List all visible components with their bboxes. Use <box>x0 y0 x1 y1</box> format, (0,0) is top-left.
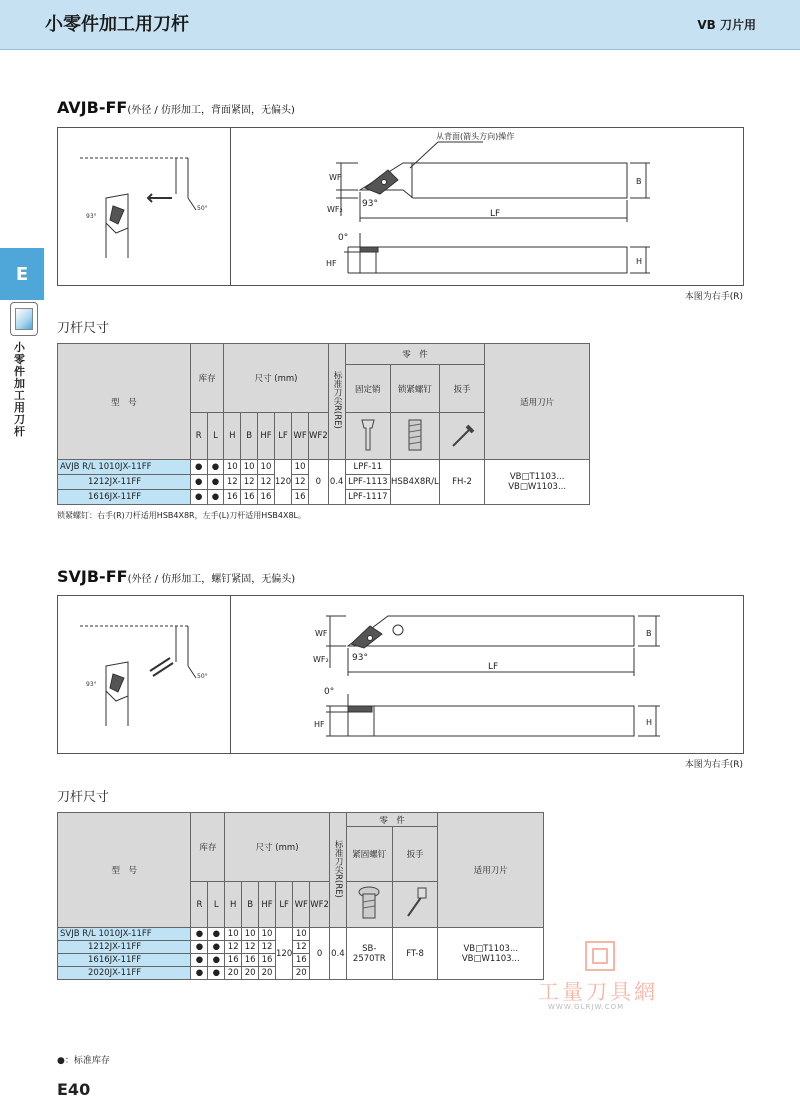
table-row <box>58 460 590 475</box>
table-header-cell: WF <box>293 882 310 928</box>
lf-label: LF <box>488 662 499 672</box>
table-cell: 16 <box>259 954 276 967</box>
wf2-label: WF₂ <box>313 655 329 664</box>
table-cell: 10 <box>258 460 275 475</box>
small-angle-label: 93° <box>86 213 97 220</box>
model-header: 型 号 <box>58 344 191 460</box>
table-header-cell: WF2 <box>310 882 330 928</box>
wf-label: WF <box>329 173 342 182</box>
section1-table-title: 刀杆尺寸 <box>57 321 110 336</box>
table-cell: 12 <box>241 475 258 490</box>
table-cell: ● <box>207 490 224 505</box>
parts-header: 零 件 <box>345 344 485 365</box>
table-cell: 12 <box>225 941 242 954</box>
table-cell: ● <box>190 475 207 490</box>
table-cell: 1616JX-11FF <box>58 490 191 505</box>
table-cell: LPF-11 <box>345 460 390 475</box>
section2-name: SVJB-FF <box>57 567 128 586</box>
section1-caption: 本图为右手(R) <box>684 292 743 302</box>
table-cell: 0 <box>309 460 329 505</box>
table-cell: 10 <box>259 928 276 941</box>
table-cell: VB□T1103... VB□W1103... <box>438 928 544 980</box>
table-cell: 10 <box>292 460 309 475</box>
table-cell: 20 <box>242 967 259 980</box>
stock-legend: ●：标准库存 <box>57 1056 110 1066</box>
dims-header: 尺寸 (mm) <box>224 344 328 413</box>
table-cell: 10 <box>241 460 258 475</box>
table-header-cell: B <box>242 882 259 928</box>
table-cell: 16 <box>224 490 241 505</box>
table-cell: 12 <box>259 941 276 954</box>
section2-figure <box>57 595 744 754</box>
table-cell: ● <box>207 475 224 490</box>
table-cell: HSB4X8R/L <box>390 460 439 505</box>
wrench-header: 扳手 <box>392 827 438 882</box>
table-cell: 1616JX-11FF <box>58 954 191 967</box>
stock-header: 库存 <box>191 813 225 882</box>
table-cell: 10 <box>293 928 310 941</box>
table-cell: 2020JX-11FF <box>58 967 191 980</box>
small-angle2-label: 50° <box>197 205 208 212</box>
table-cell: FT-8 <box>392 928 438 980</box>
table-cell: 12 <box>224 475 241 490</box>
table-cell: 10 <box>225 928 242 941</box>
section2-table-title: 刀杆尺寸 <box>57 790 110 805</box>
section2-caption: 本图为右手(R) <box>684 760 743 770</box>
b-label: B <box>636 177 642 186</box>
page-subtitle: VB 刀片用 <box>697 18 756 32</box>
h-label: H <box>646 718 653 727</box>
chapter-tab[interactable]: E <box>0 248 44 300</box>
insert-header: 适用刀片 <box>438 813 544 928</box>
table-cell: 1212JX-11FF <box>58 941 191 954</box>
section1-title <box>57 98 295 117</box>
wrench-icon <box>439 413 485 460</box>
re-header: 标准刀尖R(RE) <box>329 813 346 928</box>
b-label: B <box>646 629 652 638</box>
clampscrew-header: 紧固螺钉 <box>346 827 392 882</box>
table-header-cell: L <box>207 413 224 460</box>
table-cell: ● <box>208 954 225 967</box>
section2-title <box>57 567 295 586</box>
page-title: 小零件加工用刀杆 <box>45 14 189 35</box>
table-cell: ● <box>208 941 225 954</box>
table-cell: ● <box>191 954 208 967</box>
hf-label: HF <box>326 259 337 268</box>
pin-icon <box>345 413 390 460</box>
hf-label: HF <box>314 720 325 729</box>
table-cell: 16 <box>293 954 310 967</box>
angle-main-label: 93° <box>352 653 368 663</box>
table-cell: 16 <box>258 490 275 505</box>
page-number: E40 <box>57 1080 91 1099</box>
table-cell: 120 <box>274 460 291 505</box>
dims-header: 尺寸 (mm) <box>225 813 330 882</box>
parts-header: 零 件 <box>346 813 438 827</box>
table-cell: ● <box>191 928 208 941</box>
table-header-cell: B <box>241 413 258 460</box>
table-cell: 16 <box>292 490 309 505</box>
section1-note: 锁紧螺钉：右手(R)刀杆适用HSB4X8R，左手(L)刀杆适用HSB4X8L。 <box>57 511 306 520</box>
wrench-header: 扳手 <box>439 365 485 413</box>
table-header-cell: HF <box>259 882 276 928</box>
table-cell: SVJB R/L 1010JX-11FF <box>58 928 191 941</box>
table-cell: 20 <box>293 967 310 980</box>
table-header-cell: H <box>224 413 241 460</box>
table-cell: SB-2570TR <box>346 928 392 980</box>
section1-name: AVJB-FF <box>57 98 128 117</box>
chapter-label: 小零件加工用刀杆 <box>14 341 25 438</box>
table-header-cell: WF2 <box>309 413 329 460</box>
table-cell: 20 <box>259 967 276 980</box>
watermark-text: 工量刀具網 <box>538 980 658 1004</box>
table-cell: 16 <box>241 490 258 505</box>
table-cell: ● <box>208 928 225 941</box>
holder-icon <box>10 302 38 336</box>
lockscrew-icon <box>390 413 439 460</box>
table-header-cell: HF <box>258 413 275 460</box>
table-cell: ● <box>191 941 208 954</box>
pin-header: 固定销 <box>345 365 390 413</box>
re-header: 标准刀尖R(RE) <box>328 344 345 460</box>
table-header-cell: WF <box>292 413 309 460</box>
page-header <box>0 0 800 50</box>
operate-note: 从背面(箭头方向)操作 <box>436 132 515 141</box>
wrench-icon <box>392 882 438 928</box>
angle-zero-label: 0° <box>324 687 335 697</box>
lf-label: LF <box>490 209 501 219</box>
table-row <box>58 928 544 941</box>
table-cell: 12 <box>258 475 275 490</box>
svjb-spec-table <box>57 812 544 980</box>
table-cell: 12 <box>242 941 259 954</box>
watermark-logo <box>584 940 616 972</box>
table-cell: ● <box>208 967 225 980</box>
clampscrew-icon <box>346 882 392 928</box>
section1-figure <box>57 127 744 286</box>
section2-desc: (外径 / 仿形加工，螺钉紧固，无偏头) <box>127 574 296 585</box>
lockscrew-header: 锁紧螺钉 <box>390 365 439 413</box>
table-cell: 0 <box>310 928 330 980</box>
svjb-drawing <box>58 596 745 755</box>
table-cell: 12 <box>292 475 309 490</box>
table-cell: 10 <box>224 460 241 475</box>
table-cell: 16 <box>242 954 259 967</box>
table-cell: 0.4 <box>328 460 345 505</box>
section1-desc: (外径 / 仿形加工，背面紧固，无偏头) <box>127 105 295 116</box>
table-cell: 16 <box>225 954 242 967</box>
table-cell: ● <box>191 967 208 980</box>
table-cell: 1212JX-11FF <box>58 475 191 490</box>
watermark-url: WWW.GLRJW.COM <box>548 1003 625 1011</box>
stock-header: 库存 <box>190 344 224 413</box>
model-header: 型 号 <box>58 813 191 928</box>
table-cell: 12 <box>293 941 310 954</box>
table-cell: LPF-1117 <box>345 490 390 505</box>
wf-label: WF <box>315 629 328 638</box>
insert-header: 适用刀片 <box>485 344 590 460</box>
table-cell: 10 <box>242 928 259 941</box>
small-angle-label: 93° <box>86 681 97 688</box>
h-label: H <box>636 257 643 266</box>
table-header-cell: H <box>225 882 242 928</box>
avjb-drawing <box>58 128 745 287</box>
table-header-cell: R <box>191 882 208 928</box>
table-cell: 120 <box>276 928 293 980</box>
avjb-spec-table <box>57 343 590 505</box>
angle-main-label: 93° <box>362 199 378 209</box>
table-header-cell: R <box>190 413 207 460</box>
table-header-cell: LF <box>276 882 293 928</box>
table-cell: FH-2 <box>439 460 485 505</box>
table-header-cell: L <box>208 882 225 928</box>
angle-zero-label: 0° <box>338 233 349 243</box>
table-header-cell: LF <box>274 413 291 460</box>
table-cell: 0.4 <box>329 928 346 980</box>
table-cell: ● <box>190 490 207 505</box>
table-cell: VB□T1103... VB□W1103... <box>485 460 590 505</box>
small-angle2-label: 50° <box>197 673 208 680</box>
table-cell: AVJB R/L 1010JX-11FF <box>58 460 191 475</box>
table-cell: 20 <box>225 967 242 980</box>
table-cell: LPF-1113 <box>345 475 390 490</box>
table-cell: ● <box>207 460 224 475</box>
table-cell: ● <box>190 460 207 475</box>
wf2-label: WF₂ <box>327 205 343 214</box>
